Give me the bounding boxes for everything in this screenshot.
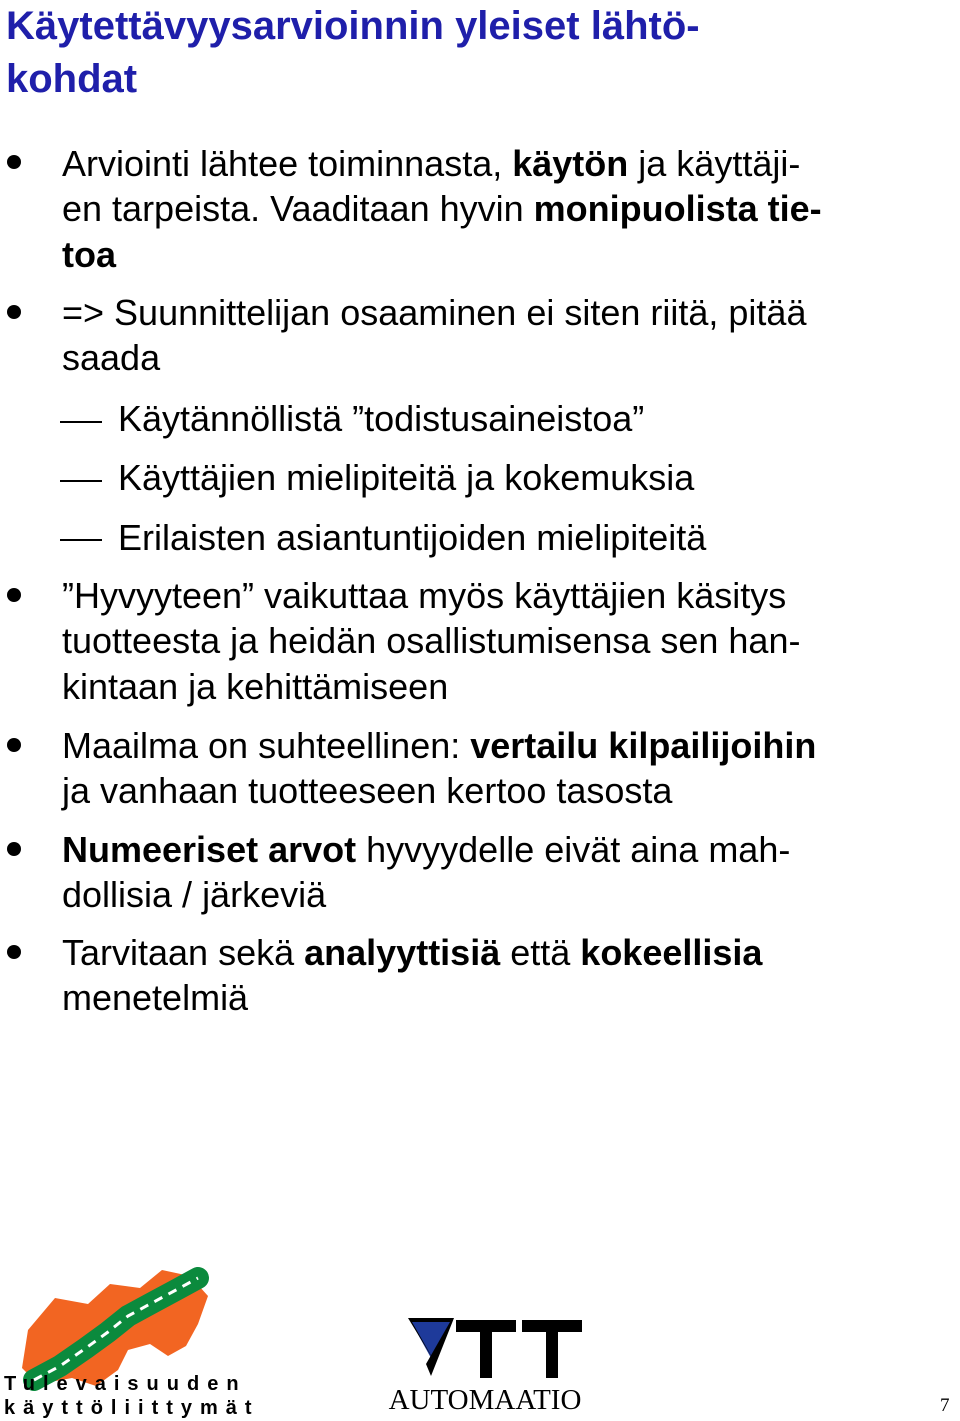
bullet-4-line-1: Maailma on suhteellinen: vertailu kilpailijoihin bbox=[62, 725, 817, 766]
logo-tagline-line-2: käyttöliittymät bbox=[4, 1397, 260, 1419]
sub-item-3: Erilaisten asiantuntijoiden mielipiteitä bbox=[118, 517, 707, 558]
bullet-6-line-2: menetelmiä bbox=[62, 977, 249, 1018]
sub-bullet-dash bbox=[60, 421, 102, 423]
bullet-dot bbox=[7, 588, 21, 602]
title-line-2: kohdat bbox=[6, 57, 138, 101]
bullet-3-line-3: kintaan ja kehittämiseen bbox=[62, 666, 449, 707]
bullet-dot bbox=[7, 155, 21, 169]
bullet-5-line-1: Numeeriset arvot hyvyydelle eivät aina mah- bbox=[62, 829, 791, 870]
bullet-1-line-2: en tarpeista. Vaaditaan hyvin monipuolista tie- bbox=[62, 188, 822, 229]
bullet-dot bbox=[7, 842, 21, 856]
sub-item-2: Käyttäjien mielipiteitä ja kokemuksia bbox=[118, 457, 695, 498]
bullet-3-line-1: ”Hyvyyteen” vaikuttaa myös käyttäjien käsitys bbox=[62, 575, 787, 616]
title-line-1: Käytettävyysarvioinnin yleiset lähtö- bbox=[6, 4, 700, 48]
slide-title bbox=[6, 0, 906, 106]
bullet-dot bbox=[7, 945, 21, 959]
bullet-2-line-1: => Suunnittelijan osaaminen ei siten riitä, pitää bbox=[62, 292, 807, 333]
bullet-dot bbox=[7, 305, 21, 319]
bullet-1-line-1: Arviointi lähtee toiminnasta, käytön ja käyttäji- bbox=[62, 143, 801, 184]
organization-name: AUTOMAATIO bbox=[388, 1384, 582, 1416]
sub-bullet-dash bbox=[60, 539, 102, 541]
bullet-3-line-2: tuotteesta ja heidän osallistumisensa sen han- bbox=[62, 620, 801, 661]
bullet-6-line-1: Tarvitaan sekä analyyttisiä että kokeellisia bbox=[62, 932, 763, 973]
bullet-5-line-2: dollisia / järkeviä bbox=[62, 874, 327, 915]
bullet-2-line-2: saada bbox=[62, 337, 161, 378]
page-number: 7 bbox=[940, 1395, 950, 1416]
sub-item-1: Käytännöllistä ”todistusaineistoa” bbox=[118, 398, 645, 439]
bullet-4-line-2: ja vanhaan tuotteeseen kertoo tasosta bbox=[62, 770, 673, 811]
bullet-dot bbox=[7, 738, 21, 752]
sub-bullet-dash bbox=[60, 480, 102, 482]
bullet-1-line-3: toa bbox=[62, 234, 116, 275]
logo-tagline-line-1: Tulevaisuuden bbox=[4, 1373, 247, 1395]
